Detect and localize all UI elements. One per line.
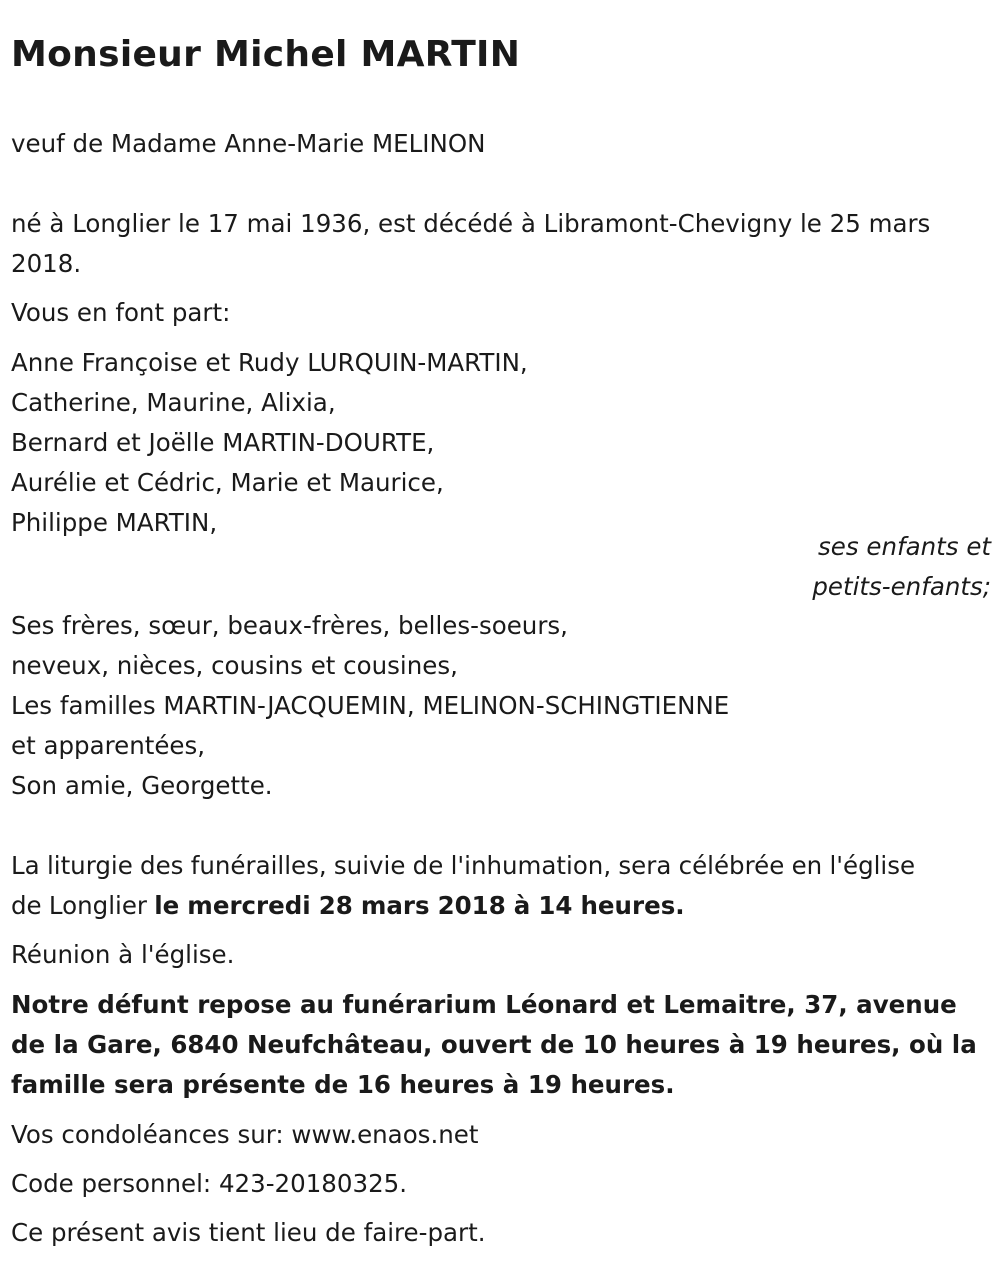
children-caption-line-1: ses enfants et <box>818 532 991 561</box>
liturgy-line-2 <box>11 886 991 926</box>
funeral-home-line-3: famille sera présente de 16 heures à 19 heures. <box>11 1070 675 1099</box>
liturgy-line-1: La liturgie des funérailles, suivie de l'inhumation, sera célébrée en l'église <box>11 851 916 880</box>
announce-intro: Vous en font part: <box>11 298 231 327</box>
funeral-home-line-2: de la Gare, 6840 Neufchâteau, ouvert de 10 heures à 19 heures, où la <box>11 1030 977 1059</box>
deceased-name-title: Monsieur Michel MARTIN <box>11 34 521 75</box>
list-item: Bernard et Joëlle MARTIN-DOURTE, <box>11 428 435 457</box>
children-list <box>11 343 991 543</box>
condolences-line: Vos condoléances sur: www.enaos.net <box>11 1120 479 1149</box>
liturgy-place: de Longlier <box>11 891 155 920</box>
birth-death-line-2: 2018. <box>11 249 82 278</box>
funeral-home-line-1: Notre défunt repose au funérarium Léonard et Lemaitre, 37, avenue <box>11 990 957 1019</box>
birth-death-line-1: né à Longlier le 17 mai 1936, est décédé à Libramont-Chevigny le 25 mars <box>11 209 931 238</box>
list-item: Les familles MARTIN-JACQUEMIN, MELINON-SCHINGTIENNE <box>11 691 730 720</box>
funeral-home-paragraph <box>11 985 991 1105</box>
spouse-line: veuf de Madame Anne-Marie MELINON <box>11 129 486 158</box>
list-item: Anne Françoise et Rudy LURQUIN-MARTIN, <box>11 348 528 377</box>
list-item: et apparentées, <box>11 731 206 760</box>
meeting-line: Réunion à l'église. <box>11 940 235 969</box>
list-item: Philippe MARTIN, <box>11 508 218 537</box>
personal-code-line: Code personnel: 423-20180325. <box>11 1169 408 1198</box>
list-item: Catherine, Maurine, Alixia, <box>11 388 336 417</box>
children-caption-line-2: petits-enfants; <box>812 572 991 601</box>
list-item: Ses frères, sœur, beaux-frères, belles-soeurs, <box>11 611 568 640</box>
liturgy-date-time: le mercredi 28 mars 2018 à 14 heures. <box>154 891 685 920</box>
closing-line: Ce présent avis tient lieu de faire-part. <box>11 1218 486 1247</box>
liturgy-paragraph <box>11 846 991 926</box>
list-item: neveux, nièces, cousins et cousines, <box>11 651 458 680</box>
list-item: Son amie, Georgette. <box>11 771 273 800</box>
list-item: Aurélie et Cédric, Marie et Maurice, <box>11 468 444 497</box>
birth-death-paragraph <box>11 204 991 284</box>
children-caption <box>691 527 991 607</box>
relatives-list <box>11 606 991 806</box>
